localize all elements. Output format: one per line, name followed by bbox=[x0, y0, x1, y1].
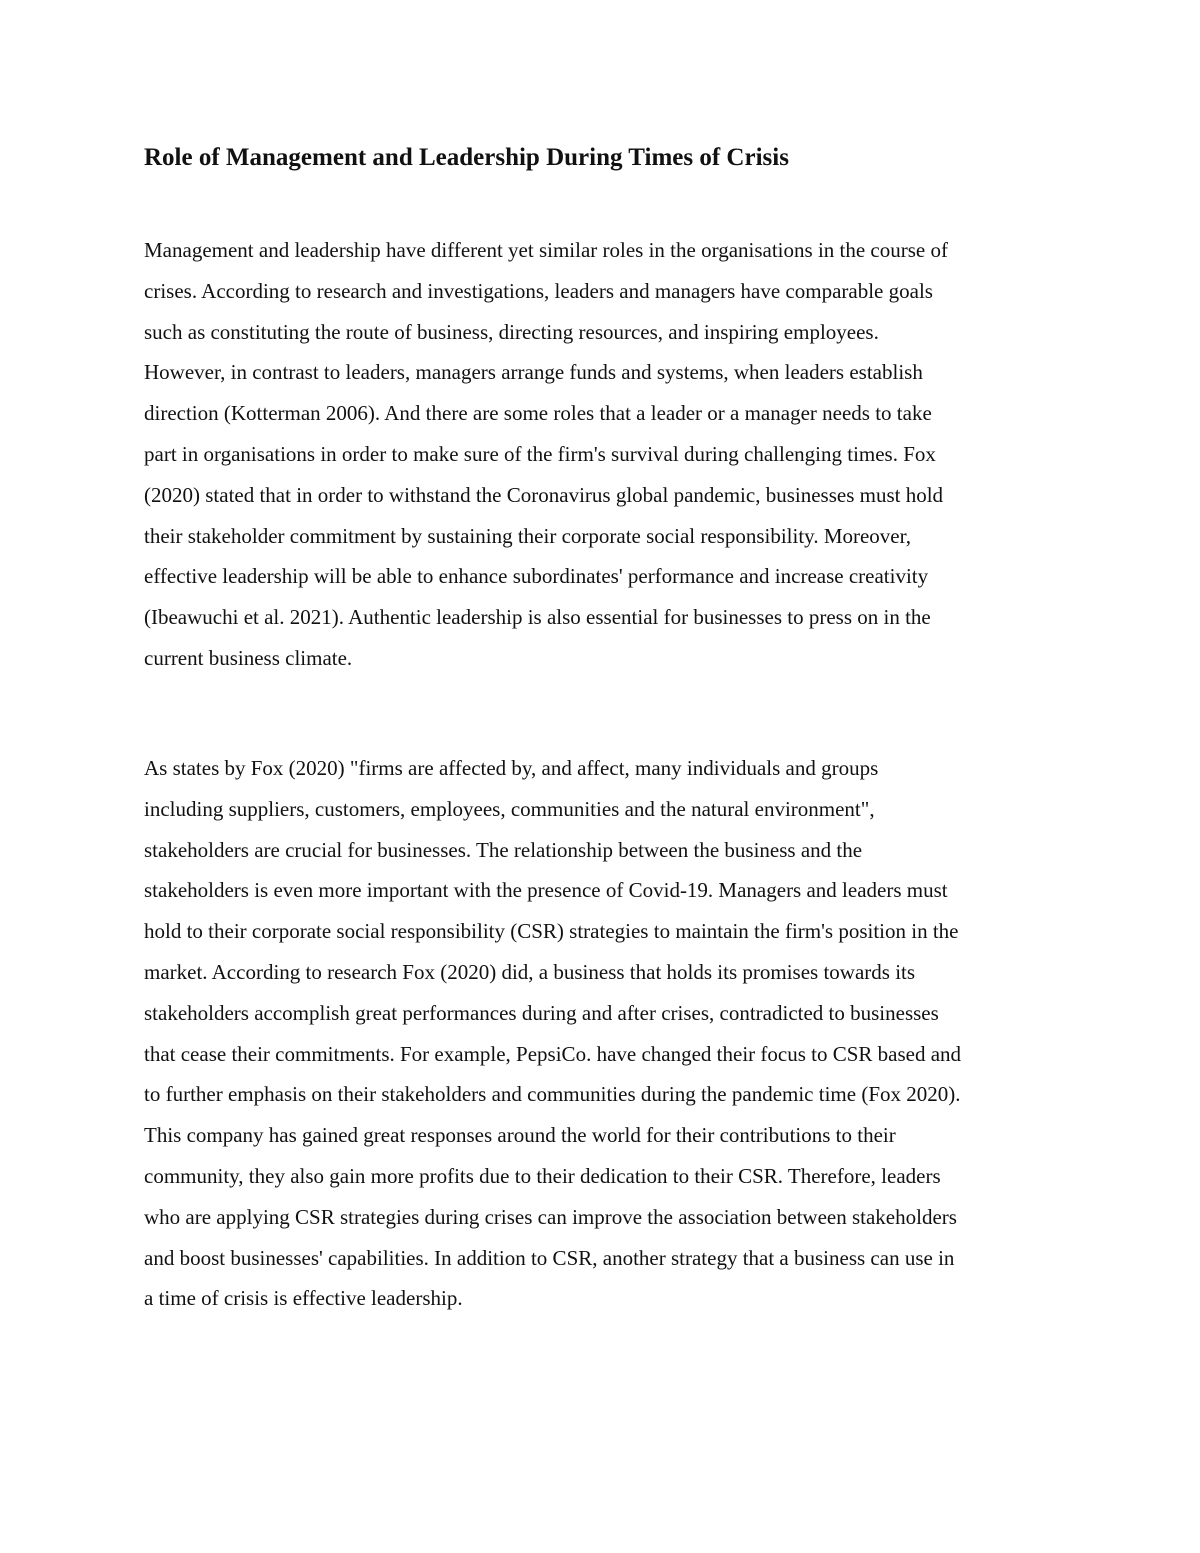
text-line: a time of crisis is effective leadership. bbox=[144, 1286, 463, 1311]
text-line: market. According to research Fox (2020) did, a business that holds its promises towards its bbox=[144, 959, 916, 984]
text-line: However, in contrast to leaders, managers arrange funds and systems, when leaders establish bbox=[144, 360, 923, 385]
text-line: stakeholders are crucial for businesses. The relationship between the business and the bbox=[144, 837, 863, 862]
document-title: Role of Management and Leadership During Times of Crisis bbox=[144, 144, 789, 171]
text-line: hold to their corporate social responsibility (CSR) strategies to maintain the firm's position in the bbox=[144, 919, 959, 944]
text-line: crises. According to research and investigations, leaders and managers have comparable goals bbox=[144, 278, 933, 303]
text-line: their stakeholder commitment by sustaining their corporate social responsibility. Moreover, bbox=[144, 523, 912, 548]
text-line: effective leadership will be able to enhance subordinates' performance and increase creativity bbox=[144, 564, 929, 589]
text-line: direction (Kotterman 2006). And there are some roles that a leader or a manager needs to take bbox=[144, 401, 932, 426]
text-line: community, they also gain more profits due to their dedication to their CSR. Therefore, leaders bbox=[144, 1163, 941, 1188]
text-line: and boost businesses' capabilities. In addition to CSR, another strategy that a business can use in bbox=[144, 1245, 955, 1270]
text-line: current business climate. bbox=[144, 645, 353, 670]
text-line: (Ibeawuchi et al. 2021). Authentic leadership is also essential for businesses to press on in the bbox=[144, 605, 931, 630]
text-line: that cease their commitments. For example, PepsiCo. have changed their focus to CSR based and bbox=[144, 1041, 962, 1066]
text-line: including suppliers, customers, employees, communities and the natural environment", bbox=[144, 796, 875, 821]
text-line: Management and leadership have different yet similar roles in the organisations in the course of bbox=[144, 238, 948, 262]
paragraph-2 bbox=[144, 748, 1064, 1319]
paragraph-1 bbox=[144, 230, 1064, 679]
text-line: to further emphasis on their stakeholders and communities during the pandemic time (Fox 2020). bbox=[144, 1082, 961, 1107]
text-line: stakeholders accomplish great performances during and after crises, contradicted to businesses bbox=[144, 1000, 939, 1025]
text-line: stakeholders is even more important with the presence of Covid-19. Managers and leaders must bbox=[144, 878, 948, 903]
text-line: This company has gained great responses around the world for their contributions to their bbox=[144, 1123, 896, 1148]
text-line: who are applying CSR strategies during crises can improve the association between stakeholders bbox=[144, 1204, 957, 1229]
text-line: such as constituting the route of business, directing resources, and inspiring employees. bbox=[144, 319, 879, 344]
text-line: part in organisations in order to make sure of the firm's survival during challenging times. Fox bbox=[144, 441, 936, 466]
text-line: (2020) stated that in order to withstand the Coronavirus global pandemic, businesses must hold bbox=[144, 482, 944, 507]
text-line: As states by Fox (2020) "firms are affected by, and affect, many individuals and groups bbox=[144, 756, 879, 780]
